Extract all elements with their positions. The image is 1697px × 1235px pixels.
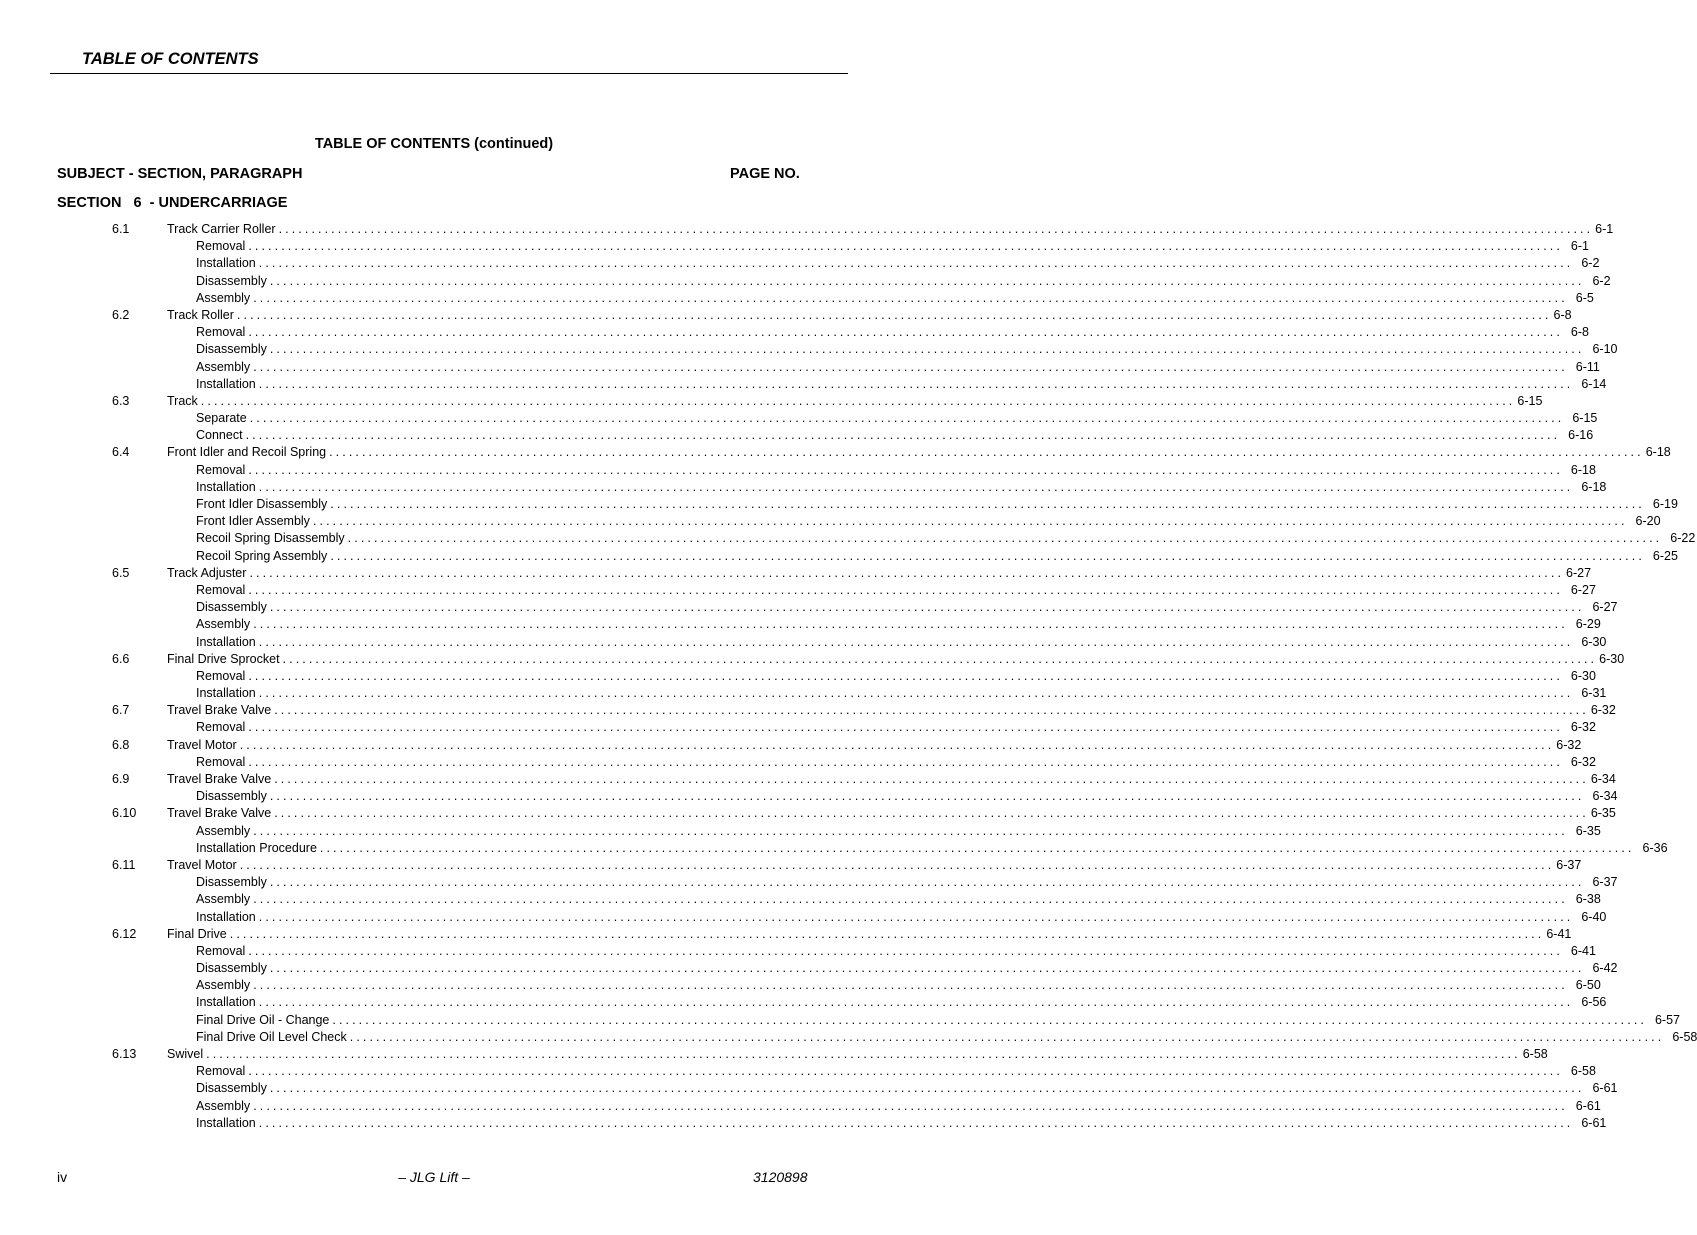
dot-leader: ........................................................................................................................................................................................................ — [239, 857, 1555, 872]
toc-entry-label: Installation — [196, 1115, 256, 1130]
dot-leader: ........................................................................................................................................................................................................ — [248, 325, 1563, 340]
toc-section-number: 6.10 — [112, 806, 137, 821]
toc-entry — [196, 496, 1678, 513]
dot-leader: ........................................................................................................................................................................................................ — [249, 411, 1565, 426]
toc-entry-label: Removal — [196, 582, 246, 597]
toc-entry-label: Disassembly — [196, 600, 267, 615]
toc-entry-label: Removal — [196, 1064, 246, 1079]
toc-section-number: 6.6 — [112, 651, 130, 666]
toc-entry — [196, 1098, 1601, 1115]
toc-page-number: 6-2 — [1592, 273, 1611, 288]
toc-entry — [196, 1080, 1618, 1097]
dot-leader: ........................................................................................................................................................................................................ — [258, 995, 1574, 1010]
toc-page-number: 6-32 — [1570, 720, 1596, 735]
toc-entry-label: Disassembly — [196, 875, 267, 890]
toc-entry — [196, 462, 1596, 479]
toc-section-row — [0, 702, 1616, 719]
dot-leader: ........................................................................................................................................................................................................ — [248, 239, 1563, 254]
dot-leader: ........................................................................................................................................................................................................ — [253, 359, 1568, 374]
toc-entry — [196, 255, 1600, 272]
dot-leader: ........................................................................................................................................................................................................ — [332, 1012, 1647, 1027]
toc-section-row — [0, 221, 1614, 238]
toc-page-number: 6-22 — [1670, 531, 1696, 546]
toc-entry-label: Removal — [196, 668, 246, 683]
dot-leader: ........................................................................................................................................................................................................ — [258, 909, 1574, 924]
toc-subentry-row — [0, 324, 1589, 341]
dot-leader: ........................................................................................................................................................................................................ — [253, 978, 1568, 993]
toc-section-number: 6.12 — [112, 926, 137, 941]
dot-leader: ........................................................................................................................................................................................................ — [253, 617, 1568, 632]
toc-entry — [167, 307, 1572, 324]
toc-entry — [196, 1115, 1607, 1132]
toc-subentry-row — [0, 1063, 1596, 1080]
dot-leader: ........................................................................................................................................................................................................ — [347, 531, 1663, 546]
toc-entry-label: Removal — [196, 239, 246, 254]
dot-leader: ........................................................................................................................................................................................................ — [249, 565, 1565, 580]
dot-leader: ........................................................................................................................................................................................................ — [269, 1081, 1585, 1096]
toc-entry — [196, 427, 1594, 444]
toc-entry — [196, 479, 1607, 496]
dot-leader: ........................................................................................................................................................................................................ — [278, 222, 1594, 236]
toc-entry — [196, 341, 1618, 358]
toc-subentry-row — [0, 238, 1589, 255]
dot-leader: ........................................................................................................................................................................................................ — [253, 823, 1568, 838]
subject-column-label: SUBJECT - SECTION, PARAGRAPH — [57, 166, 303, 182]
toc-section-row — [0, 1046, 1548, 1063]
toc-entry-label: Installation — [196, 909, 256, 924]
toc-entry-label: Connect — [196, 428, 243, 443]
toc-entry-label: Assembly — [196, 978, 251, 993]
toc-subentry-row — [0, 479, 1607, 496]
toc-entry — [196, 1063, 1596, 1080]
toc-page-number: 6-57 — [1654, 1012, 1681, 1027]
toc-section-row — [0, 771, 1616, 788]
toc-entry-label: Removal — [196, 325, 246, 340]
dot-leader: ........................................................................................................................................................................................................ — [349, 1029, 1665, 1044]
toc-entry — [167, 1046, 1548, 1063]
toc-subentry-row — [0, 462, 1596, 479]
toc-entry — [167, 651, 1625, 668]
toc-page-number: 6-30 — [1581, 634, 1607, 649]
toc-entry — [167, 565, 1592, 582]
toc-page-number: 6-58 — [1570, 1064, 1596, 1079]
toc-entry — [167, 702, 1616, 719]
toc-entry — [196, 548, 1678, 565]
toc-entry-label: Assembly — [196, 617, 251, 632]
toc-page-number: 6-27 — [1570, 582, 1596, 597]
dot-leader: ........................................................................................................................................................................................................ — [329, 445, 1644, 460]
toc-subentry-row — [0, 788, 1618, 805]
toc-page-number: 6-8 — [1553, 307, 1572, 322]
toc-entry-label: Removal — [196, 754, 246, 769]
toc-subentry-row — [0, 668, 1596, 685]
toc-page-number: 6-40 — [1581, 909, 1607, 924]
toc-page-number: 6-32 — [1590, 703, 1616, 718]
toc-subentry-row — [0, 496, 1678, 513]
toc-entry — [196, 1012, 1681, 1029]
footer-page-number: iv — [57, 1169, 68, 1185]
toc-subentry-row — [0, 1098, 1601, 1115]
toc-page-number: 6-56 — [1581, 995, 1607, 1010]
toc-entry-label: Disassembly — [196, 342, 267, 357]
toc-entry-label: Assembly — [196, 290, 251, 305]
toc-page-number: 6-61 — [1575, 1098, 1601, 1113]
toc-entry — [196, 891, 1601, 908]
dot-leader: ........................................................................................................................................................................................................ — [269, 875, 1585, 890]
toc-entry — [196, 840, 1668, 857]
toc-section-number: 6.8 — [112, 737, 130, 752]
toc-page-number: 6-35 — [1590, 806, 1616, 821]
toc-section-row — [0, 307, 1572, 324]
toc-page-number: 6-15 — [1517, 393, 1543, 408]
toc-section-row — [0, 393, 1543, 410]
toc-entry — [196, 823, 1601, 840]
toc-page-number: 6-61 — [1581, 1115, 1607, 1130]
toc-page-number: 6-58 — [1522, 1047, 1548, 1061]
dot-leader: ........................................................................................................................................................................................................ — [269, 961, 1585, 976]
toc-subentry-row — [0, 943, 1596, 960]
toc-subentry-row — [0, 1029, 1697, 1046]
toc-entry — [196, 754, 1596, 771]
dot-leader: ........................................................................................................................................................................................................ — [274, 703, 1589, 718]
toc-subentry-row — [0, 1012, 1681, 1029]
toc-entry — [196, 719, 1596, 736]
toc-page-number: 6-19 — [1652, 497, 1678, 511]
toc-subentry-row — [0, 290, 1594, 307]
toc-entry-label: Front Idler and Recoil Spring — [167, 445, 327, 460]
toc-section-row — [0, 444, 1671, 461]
toc-entry-label: Disassembly — [196, 1081, 267, 1096]
dot-leader: ........................................................................................................................................................................................................ — [248, 754, 1563, 769]
toc-subentry-row — [0, 410, 1598, 427]
toc-entry-label: Assembly — [196, 823, 251, 838]
toc-subentry-row — [0, 840, 1668, 857]
toc-entry-label: Final Drive Sprocket — [167, 651, 280, 666]
toc-entry-label: Disassembly — [196, 789, 267, 804]
toc-page-number: 6-41 — [1570, 943, 1596, 958]
toc-entry — [167, 737, 1582, 754]
toc-entry-label: Travel Brake Valve — [167, 806, 272, 821]
page-header-title: TABLE OF CONTENTS — [82, 50, 259, 68]
toc-page-number: 6-34 — [1590, 772, 1616, 786]
toc-entry-label: Removal — [196, 462, 246, 477]
dot-leader: ........................................................................................................................................................................................................ — [330, 548, 1645, 563]
toc-page-number: 6-32 — [1570, 754, 1596, 769]
toc-entry — [196, 977, 1601, 994]
toc-page-number: 6-14 — [1581, 376, 1607, 391]
dot-leader: ........................................................................................................................................................................................................ — [319, 840, 1635, 855]
toc-entry-label: Assembly — [196, 1098, 251, 1113]
dot-leader: ........................................................................................................................................................................................................ — [258, 686, 1574, 701]
toc-entry — [196, 909, 1607, 926]
toc-section-number: 6.1 — [112, 222, 130, 236]
toc-entry-label: Removal — [196, 720, 246, 735]
toc-entry — [196, 273, 1611, 290]
toc-page-number: 6-37 — [1556, 857, 1582, 872]
dot-leader: ........................................................................................................................................................................................................ — [245, 428, 1561, 443]
toc-subentry-row — [0, 909, 1607, 926]
toc-entry-label: Final Drive — [167, 926, 227, 941]
header-rule — [50, 73, 848, 74]
toc-section-row — [0, 926, 1572, 943]
toc-page-number: 6-5 — [1575, 290, 1594, 305]
toc-subentry-row — [0, 530, 1696, 547]
toc-entry-label: Front Idler Assembly — [196, 514, 310, 529]
dot-leader: ........................................................................................................................................................................................................ — [274, 772, 1589, 786]
toc-page-number: 6-50 — [1575, 978, 1601, 993]
dot-leader: ........................................................................................................................................................................................................ — [269, 789, 1585, 804]
toc-entry — [196, 582, 1596, 599]
toc-entry-label: Removal — [196, 943, 246, 958]
toc-entry-label: Track Adjuster — [167, 565, 247, 580]
toc-page-number: 6-27 — [1566, 565, 1592, 580]
dot-leader: ........................................................................................................................................................................................................ — [258, 479, 1574, 494]
toc-entry-label: Assembly — [196, 359, 251, 374]
toc-entry-label: Installation — [196, 256, 256, 271]
toc-entry-label: Travel Brake Valve — [167, 772, 272, 786]
toc-entry — [196, 290, 1594, 307]
toc-entry — [167, 857, 1582, 874]
toc-section-number: 6.9 — [112, 772, 130, 786]
toc-entry-label: Travel Brake Valve — [167, 703, 272, 718]
dot-leader: ........................................................................................................................................................................................................ — [248, 720, 1563, 735]
toc-subentry-row — [0, 994, 1607, 1011]
toc-entry — [167, 771, 1616, 788]
toc-page-number: 6-35 — [1575, 823, 1601, 838]
toc-page-number: 6-61 — [1592, 1081, 1618, 1096]
toc-subentry-row — [0, 977, 1601, 994]
toc-section-number: 6.11 — [112, 857, 136, 872]
dot-leader: ........................................................................................................................................................................................................ — [269, 600, 1585, 615]
toc-subentry-row — [0, 1115, 1607, 1132]
dot-leader: ........................................................................................................................................................................................................ — [258, 376, 1574, 391]
toc-page-number: 6-41 — [1546, 926, 1572, 941]
toc-entry-label: Travel Motor — [167, 857, 237, 872]
toc-subentry-row — [0, 960, 1618, 977]
toc-entry-label: Installation Procedure — [196, 840, 317, 855]
toc-section-row — [0, 651, 1625, 668]
document-title: TABLE OF CONTENTS (continued) — [314, 136, 554, 152]
toc-entry — [196, 685, 1607, 702]
toc-page-number: 6-27 — [1592, 600, 1618, 615]
toc-subentry-row — [0, 599, 1618, 616]
toc-subentry-row — [0, 891, 1601, 908]
toc-entry-label: Separate — [196, 411, 247, 426]
page-column-label: PAGE NO. — [730, 166, 800, 182]
toc-page-number: 6-32 — [1556, 737, 1582, 752]
toc-entry — [196, 530, 1696, 547]
toc-page-number: 6-1 — [1570, 239, 1589, 254]
toc-entry-label: Track — [167, 393, 198, 408]
toc-subentry-row — [0, 719, 1596, 736]
toc-page-number: 6-29 — [1575, 617, 1601, 632]
toc-subentry-row — [0, 634, 1607, 651]
toc-entry-label: Installation — [196, 634, 256, 649]
dot-leader: ........................................................................................................................................................................................................ — [312, 514, 1628, 529]
toc-page-number: 6-34 — [1592, 789, 1618, 804]
dot-leader: ........................................................................................................................................................................................................ — [258, 634, 1574, 649]
toc-subentry-row — [0, 582, 1596, 599]
dot-leader: ........................................................................................................................................................................................................ — [248, 943, 1563, 958]
toc-entry-label: Disassembly — [196, 961, 267, 976]
toc-page-number: 6-30 — [1570, 668, 1596, 683]
toc-entry-label: Recoil Spring Assembly — [196, 548, 328, 563]
toc-entry — [196, 994, 1607, 1011]
toc-entry — [167, 393, 1543, 410]
toc-page-number: 6-18 — [1581, 479, 1607, 494]
dot-leader: ........................................................................................................................................................................................................ — [258, 1115, 1574, 1130]
toc-entry — [196, 324, 1589, 341]
toc-entry — [196, 616, 1601, 633]
toc-entry-label: Assembly — [196, 892, 251, 907]
toc-page-number: 6-38 — [1575, 892, 1601, 907]
toc-page-number: 6-2 — [1581, 256, 1600, 271]
toc-entry — [196, 634, 1607, 651]
toc-page-number: 6-18 — [1645, 445, 1671, 460]
toc-subentry-row — [0, 754, 1596, 771]
dot-leader: ........................................................................................................................................................................................................ — [269, 273, 1585, 288]
toc-section-row — [0, 737, 1582, 754]
toc-page-number: 6-31 — [1581, 686, 1607, 701]
toc-entry-label: Swivel — [167, 1047, 204, 1061]
footer-doc-number: 3120898 — [753, 1169, 808, 1185]
toc-page-number: 6-10 — [1592, 342, 1618, 357]
dot-leader: ........................................................................................................................................................................................................ — [236, 307, 1552, 322]
section-title: SECTION 6 - UNDERCARRIAGE — [57, 195, 288, 211]
toc-page-number: 6-1 — [1595, 222, 1614, 236]
dot-leader: ........................................................................................................................................................................................................ — [248, 668, 1563, 683]
toc-entry-label: Recoil Spring Disassembly — [196, 531, 345, 546]
toc-entry-label: Disassembly — [196, 273, 267, 288]
toc-entry — [196, 788, 1618, 805]
dot-leader: ........................................................................................................................................................................................................ — [274, 806, 1589, 821]
toc-section-number: 6.5 — [112, 565, 130, 580]
dot-leader: ........................................................................................................................................................................................................ — [229, 926, 1545, 941]
toc-entry — [196, 1029, 1697, 1046]
toc-entry-label: Installation — [196, 995, 256, 1010]
toc-entry — [167, 221, 1614, 238]
toc-subentry-row — [0, 1080, 1618, 1097]
toc-subentry-row — [0, 823, 1601, 840]
toc-page-number: 6-37 — [1592, 875, 1618, 890]
toc-page-number: 6-11 — [1575, 359, 1600, 374]
toc-entry-label: Final Drive Oil Level Check — [196, 1029, 347, 1044]
toc-page-number: 6-25 — [1652, 548, 1678, 563]
toc-entry — [167, 444, 1671, 461]
toc-subentry-row — [0, 685, 1607, 702]
toc-entry-label: Track Roller — [167, 307, 234, 322]
toc-subentry-row — [0, 376, 1607, 393]
dot-leader: ........................................................................................................................................................................................................ — [253, 290, 1568, 305]
dot-leader: ........................................................................................................................................................................................................ — [253, 892, 1568, 907]
toc-subentry-row — [0, 513, 1661, 530]
toc-page-number: 6-30 — [1599, 651, 1625, 666]
toc-page-number: 6-58 — [1672, 1029, 1697, 1044]
toc-page-number: 6-42 — [1592, 961, 1618, 976]
toc-entry — [196, 599, 1618, 616]
toc-entry — [196, 238, 1589, 255]
toc-subentry-row — [0, 874, 1618, 891]
dot-leader: ........................................................................................................................................................................................................ — [206, 1047, 1521, 1061]
toc-subentry-row — [0, 548, 1678, 565]
toc-page-number: 6-8 — [1570, 325, 1589, 340]
toc-entry-label: Installation — [196, 479, 256, 494]
toc-page-number: 6-20 — [1635, 514, 1661, 529]
toc-entry-label: Track Carrier Roller — [167, 222, 276, 236]
toc-page-number: 6-18 — [1570, 462, 1596, 477]
dot-leader: ........................................................................................................................................................................................................ — [248, 462, 1563, 477]
toc-entry — [167, 805, 1616, 822]
dot-leader: ........................................................................................................................................................................................................ — [239, 737, 1555, 752]
toc-entry — [196, 943, 1596, 960]
dot-leader: ........................................................................................................................................................................................................ — [253, 1098, 1568, 1113]
toc-subentry-row — [0, 427, 1594, 444]
toc-page-number: 6-16 — [1568, 428, 1594, 443]
dot-leader: ........................................................................................................................................................................................................ — [248, 1064, 1563, 1079]
toc-entry — [196, 359, 1600, 376]
toc-entry — [196, 960, 1618, 977]
toc-entry-label: Travel Motor — [167, 737, 237, 752]
toc-subentry-row — [0, 273, 1611, 290]
dot-leader: ........................................................................................................................................................................................................ — [200, 393, 1516, 408]
toc-section-number: 6.2 — [112, 307, 130, 322]
dot-leader: ........................................................................................................................................................................................................ — [258, 256, 1574, 271]
toc-page-number: 6-36 — [1642, 840, 1668, 855]
toc-subentry-row — [0, 359, 1600, 376]
toc-section-number: 6.7 — [112, 703, 130, 718]
toc-subentry-row — [0, 255, 1600, 272]
toc-entry-label: Installation — [196, 376, 256, 391]
toc-list — [0, 221, 1697, 1132]
toc-entry — [167, 926, 1572, 943]
toc-section-number: 6.3 — [112, 393, 130, 408]
toc-subentry-row — [0, 616, 1601, 633]
toc-section-number: 6.4 — [112, 445, 130, 460]
toc-entry-label: Final Drive Oil - Change — [196, 1012, 330, 1027]
toc-section-row — [0, 857, 1582, 874]
toc-entry — [196, 668, 1596, 685]
toc-section-row — [0, 805, 1616, 822]
toc-section-number: 6.13 — [112, 1047, 137, 1061]
dot-leader: ........................................................................................................................................................................................................ — [248, 582, 1563, 597]
footer-publisher: – JLG Lift – — [398, 1169, 470, 1185]
toc-entry — [196, 874, 1618, 891]
toc-section-row — [0, 565, 1592, 582]
toc-entry-label: Installation — [196, 686, 256, 701]
dot-leader: ........................................................................................................................................................................................................ — [269, 342, 1585, 357]
toc-entry — [196, 410, 1598, 427]
toc-page-number: 6-15 — [1572, 411, 1598, 426]
toc-entry — [196, 513, 1661, 530]
toc-entry-label: Front Idler Disassembly — [196, 497, 328, 511]
toc-subentry-row — [0, 341, 1618, 358]
toc-entry — [196, 376, 1607, 393]
dot-leader: ........................................................................................................................................................................................................ — [330, 497, 1645, 511]
dot-leader: ........................................................................................................................................................................................................ — [282, 651, 1598, 666]
